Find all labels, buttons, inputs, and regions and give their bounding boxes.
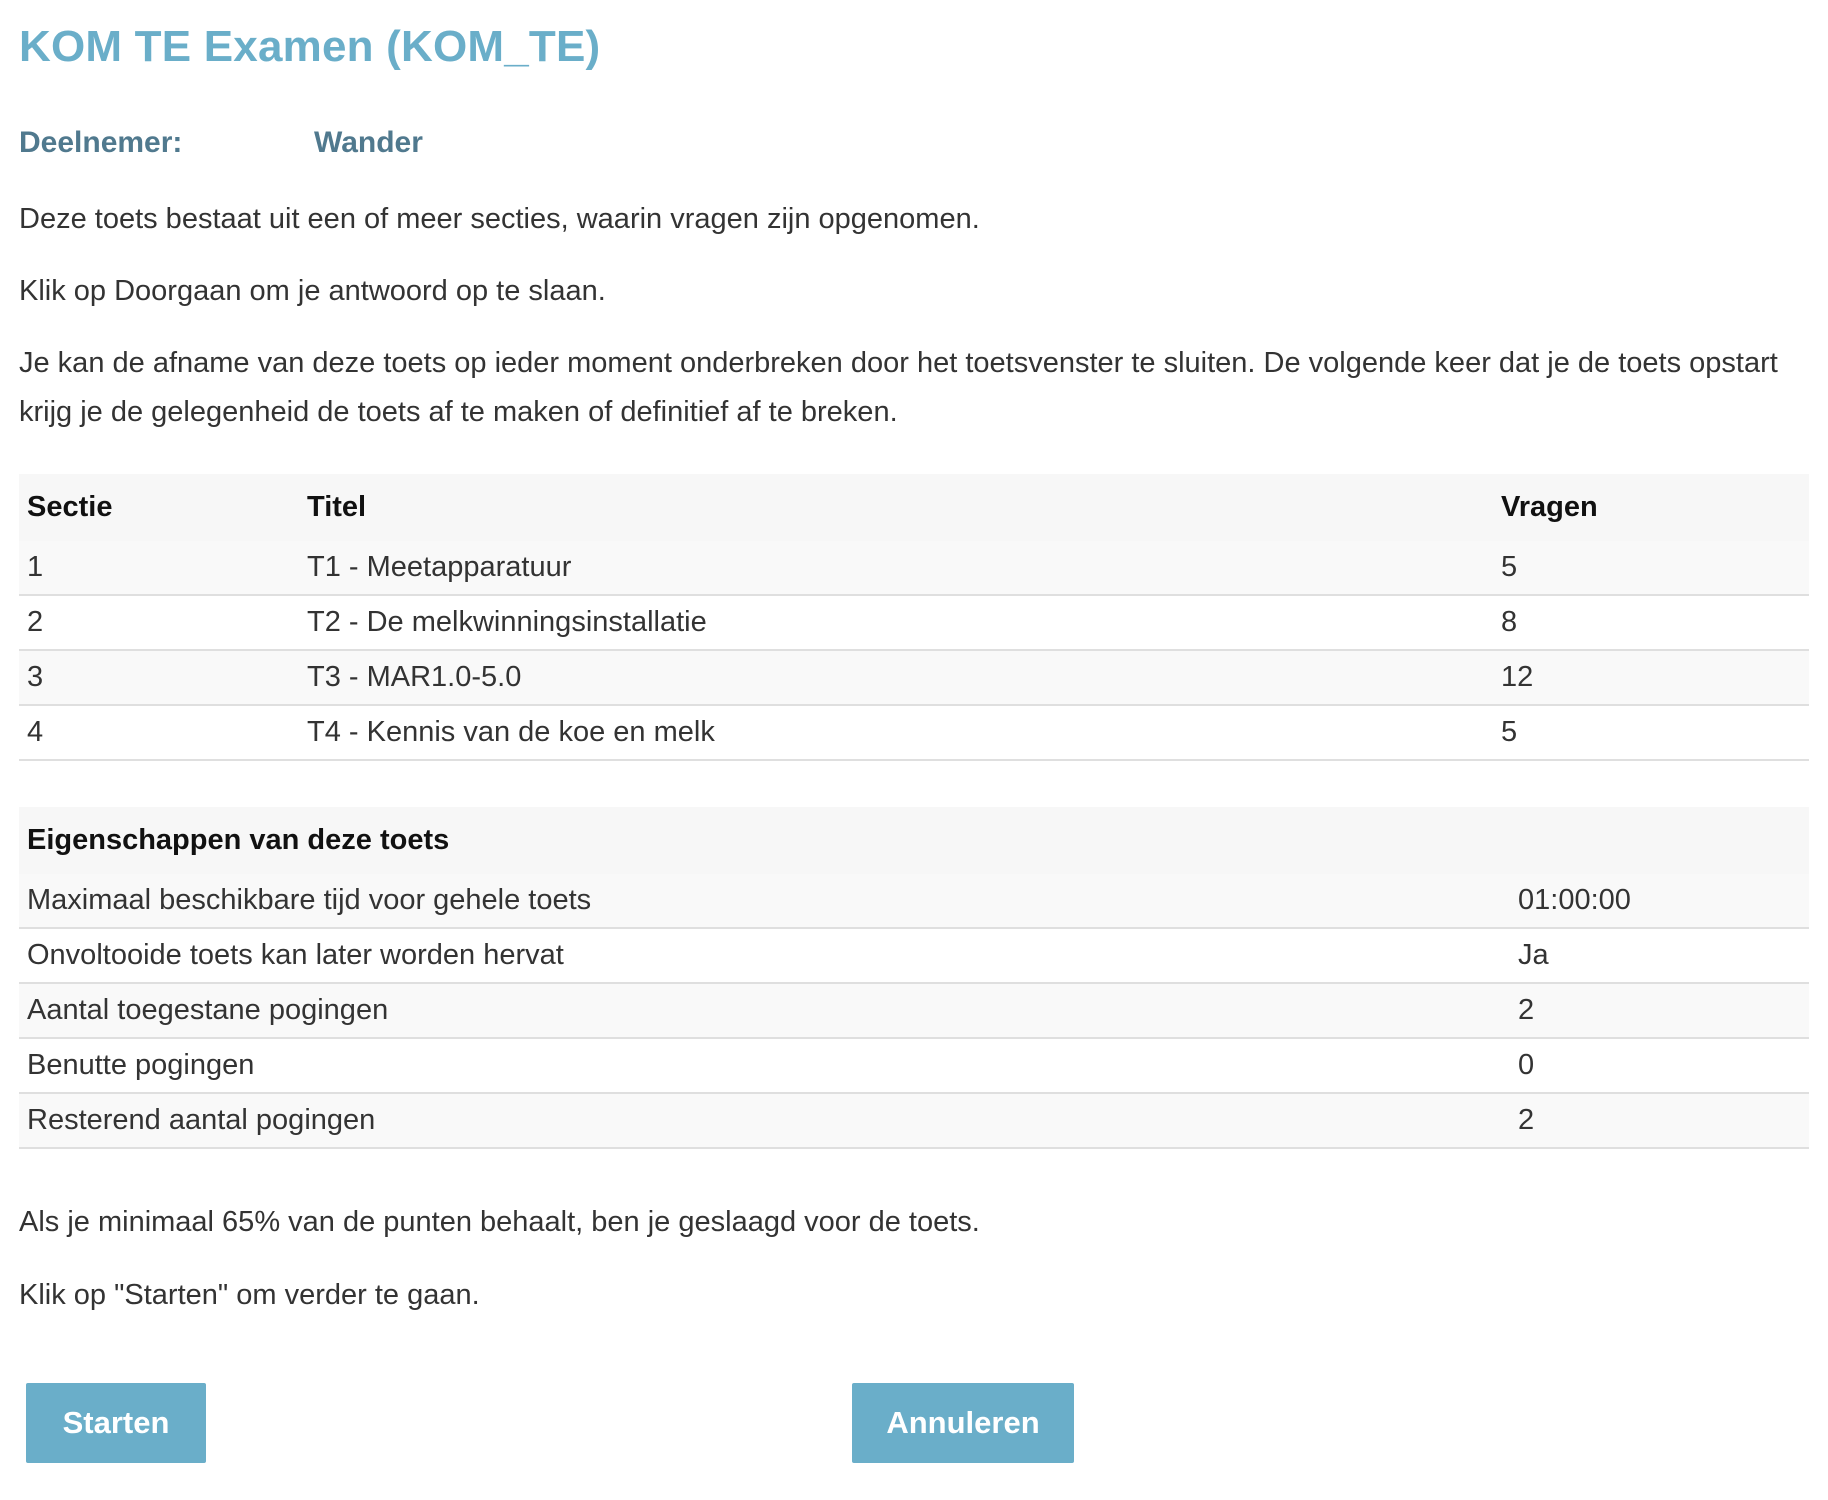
property-value: 2 [1510, 1093, 1809, 1148]
table-row [19, 928, 1809, 983]
section-number: 4 [19, 705, 299, 760]
sections-table-header [19, 474, 1809, 541]
section-number: 2 [19, 595, 299, 650]
properties-heading-empty [1510, 807, 1809, 874]
participant-row [19, 126, 423, 160]
section-title: T1 - Meetapparatuur [299, 541, 1493, 595]
table-row [19, 874, 1809, 928]
start-instruction-text: Klik op "Starten" om verder te gaan. [19, 1279, 480, 1311]
section-title: T4 - Kennis van de koe en melk [299, 705, 1493, 760]
intro-text-interrupt: Je kan de afname van deze toets op ieder moment onderbreken door het toetsvenster te sluiten. De volgende keer dat je de toets opstart krijg je de gelegenheid de toets af te maken of definitief af te breken. [19, 347, 1778, 428]
intro-text-sections: Deze toets bestaat uit een of meer secties, waarin vragen zijn opgenomen. [19, 203, 980, 235]
section-question-count: 8 [1493, 595, 1809, 650]
section-number: 1 [19, 541, 299, 595]
participant-name: Wander [314, 126, 423, 159]
properties-table-header [19, 807, 1809, 874]
section-title: T3 - MAR1.0-5.0 [299, 650, 1493, 705]
participant-label: Deelnemer: [19, 126, 183, 159]
table-row [19, 595, 1809, 650]
table-row [19, 705, 1809, 760]
property-label: Resterend aantal pogingen [19, 1093, 1510, 1148]
property-value: 2 [1510, 983, 1809, 1038]
section-question-count: 5 [1493, 541, 1809, 595]
table-row [19, 541, 1809, 595]
section-number: 3 [19, 650, 299, 705]
column-header-titel: Titel [299, 474, 1493, 541]
table-row [19, 983, 1809, 1038]
property-value: Ja [1510, 928, 1809, 983]
table-row [19, 650, 1809, 705]
column-header-sectie: Sectie [19, 474, 299, 541]
property-label: Benutte pogingen [19, 1038, 1510, 1093]
section-title: T2 - De melkwinningsinstallatie [299, 595, 1493, 650]
pass-threshold-text: Als je minimaal 65% van de punten behaalt, ben je geslaagd voor de toets. [19, 1206, 980, 1238]
start-button[interactable]: Starten [26, 1383, 206, 1463]
property-value: 0 [1510, 1038, 1809, 1093]
properties-table [19, 807, 1809, 1149]
section-question-count: 5 [1493, 705, 1809, 760]
property-value: 01:00:00 [1510, 874, 1809, 928]
page-title: KOM TE Examen (KOM_TE) [19, 22, 601, 71]
sections-table [19, 474, 1809, 761]
cancel-button[interactable]: Annuleren [852, 1383, 1074, 1463]
table-row [19, 1038, 1809, 1093]
properties-heading: Eigenschappen van deze toets [19, 807, 1510, 874]
property-label: Aantal toegestane pogingen [19, 983, 1510, 1038]
table-row [19, 1093, 1809, 1148]
intro-text-continue: Klik op Doorgaan om je antwoord op te slaan. [19, 275, 606, 307]
property-label: Maximaal beschikbare tijd voor gehele toets [19, 874, 1510, 928]
property-label: Onvoltooide toets kan later worden hervat [19, 928, 1510, 983]
section-question-count: 12 [1493, 650, 1809, 705]
column-header-vragen: Vragen [1493, 474, 1809, 541]
